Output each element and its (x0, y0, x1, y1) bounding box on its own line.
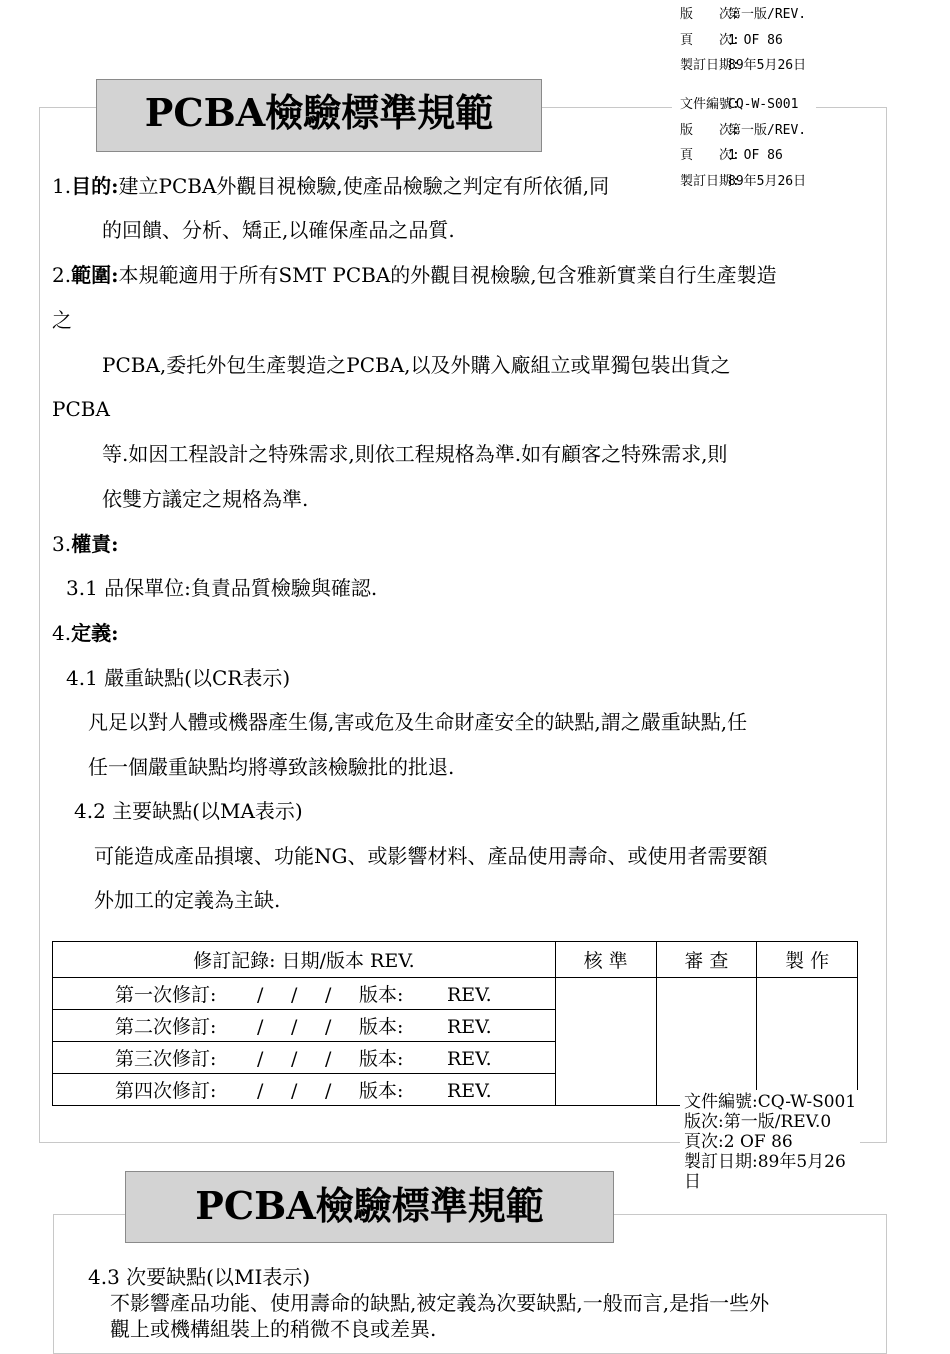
definition-item-4-1: 4.1 嚴重缺點(以CR表示) (66, 666, 291, 690)
page-title: PCBA檢驗標準規範 (144, 90, 494, 135)
date-slash: / (325, 1080, 332, 1102)
scope-line-4: PCBA (52, 397, 110, 421)
page-value: 1 OF 86 (728, 32, 783, 48)
approve-signature-cell (555, 978, 656, 1106)
date: 製訂日期:89年5月26 (684, 1152, 846, 1172)
revision-row-label: 第三次修訂: (115, 1048, 217, 1070)
definition-4-1-text-2: 任一個嚴重缺點均將導致該檢驗批的批退. (88, 755, 455, 779)
definition-item-4-3: 4.3 次要缺點(以MI表示) (88, 1265, 311, 1289)
page-label: 頁 次: (680, 32, 740, 48)
date-slash: / (257, 1080, 264, 1102)
responsibility-item-3-1: 3.1 品保單位:負責品質檢驗與確認. (66, 576, 378, 600)
page1-title-box (96, 79, 542, 152)
scope-line-1: 2.範圍:本規範適用于所有SMT PCBA的外觀目視檢驗,包含雅新實業自行生產製造 (52, 263, 777, 287)
date-slash: / (257, 1016, 264, 1038)
make-header: 製 作 (757, 942, 858, 978)
page-value: 1 OF 86 (728, 148, 783, 163)
rev-label: REV. (447, 984, 492, 1006)
date-value: 89年5月26日 (728, 58, 807, 73)
purpose-line-1: 1.目的:建立PCBA外觀目視檢驗,使產品檢驗之判定有所依循,同 (52, 174, 610, 198)
date-slash: / (325, 984, 332, 1006)
definition-item-4-2: 4.2 主要缺點(以MA表示) (74, 799, 303, 823)
make-signature-cell (757, 978, 858, 1106)
date-label: 製訂日期: (680, 58, 740, 73)
review-header: 審 查 (656, 942, 757, 978)
doc-number-label: 文件編號: (680, 97, 740, 112)
date-slash: / (291, 984, 298, 1006)
date-slash: / (325, 1048, 332, 1070)
revision-row-label: 第四次修訂: (115, 1080, 217, 1102)
version: 版次:第一版/REV.0 (684, 1112, 832, 1132)
page2-title-box (125, 1171, 614, 1243)
version-label: 版 次: (680, 122, 740, 138)
scope-line-6: 依雙方議定之規格為準. (102, 487, 309, 511)
doc-number-value: CQ-W-S001 (728, 97, 799, 112)
date-slash: / (257, 1048, 264, 1070)
definition-4-1-text-1: 凡足以對人體或機器產生傷,害或危及生命財產安全的缺點,謂之嚴重缺點,任 (88, 710, 748, 734)
date-end: 日 (684, 1172, 701, 1192)
version-label: 版本: (359, 1016, 404, 1038)
definition-4-2-text-2: 外加工的定義為主缺. (94, 888, 281, 912)
definition-4-3-text-2: 觀上或機構組裝上的稍微不良或差異. (110, 1317, 437, 1341)
scope-line-3: PCBA,委托外包生產製造之PCBA,以及外購入廠組立或單獨包裝出貨之 (102, 353, 731, 377)
revision-table-header (53, 942, 858, 978)
date-slash: / (325, 1016, 332, 1038)
date-label: 製訂日期: (680, 173, 740, 189)
date-value: 89年5月26日 (728, 173, 807, 189)
page-title: PCBA檢驗標準規範 (195, 1183, 544, 1228)
date-slash: / (291, 1048, 298, 1070)
version-value: 第一版/REV. (728, 7, 807, 22)
page1-header-top (680, 2, 812, 79)
doc-number: 文件編號:CQ-W-S001 (684, 1092, 857, 1112)
version-label: 版本: (359, 1048, 404, 1070)
rev-label: REV. (447, 1048, 492, 1070)
version-label: 版 次: (680, 7, 740, 22)
definition-4-3-text-1: 不影響產品功能、使用壽命的缺點,被定義為次要缺點,一般而言,是指一些外 (110, 1291, 770, 1315)
responsibility-heading: 3.權責: (52, 532, 119, 556)
rev-label: REV. (447, 1016, 492, 1038)
date-slash: / (291, 1016, 298, 1038)
revision-row-label: 第一次修訂: (115, 984, 217, 1006)
definition-4-2-text-1: 可能造成產品損壞、功能NG、或影響材料、產品使用壽命、或使用者需要額 (94, 844, 768, 868)
page-label: 頁 次: (680, 148, 740, 163)
approve-header: 核 準 (555, 942, 656, 978)
scope-line-5: 等.如因工程設計之特殊需求,則依工程規格為準.如有顧客之特殊需求,則 (102, 442, 728, 466)
revision-row (53, 978, 858, 1010)
page2-header (680, 1090, 860, 1194)
definition-heading: 4.定義: (52, 621, 119, 645)
scope-line-2: 之 (52, 308, 72, 332)
revision-row-label: 第二次修訂: (115, 1016, 217, 1038)
version-label: 版本: (359, 1080, 404, 1102)
revision-table (52, 941, 858, 1106)
revision-header-cell: 修訂記錄: 日期/版本 REV. (53, 942, 556, 978)
date-slash: / (291, 1080, 298, 1102)
date-slash: / (257, 984, 264, 1006)
purpose-line-2: 的回饋、分析、矯正,以確保產品之品質. (102, 218, 455, 242)
rev-label: REV. (447, 1080, 492, 1102)
page1-header-box (672, 92, 816, 194)
version-label: 版本: (359, 984, 404, 1006)
page-number: 頁次:2 OF 86 (684, 1132, 793, 1152)
review-signature-cell (656, 978, 757, 1106)
version-value: 第一版/REV. (728, 122, 807, 138)
